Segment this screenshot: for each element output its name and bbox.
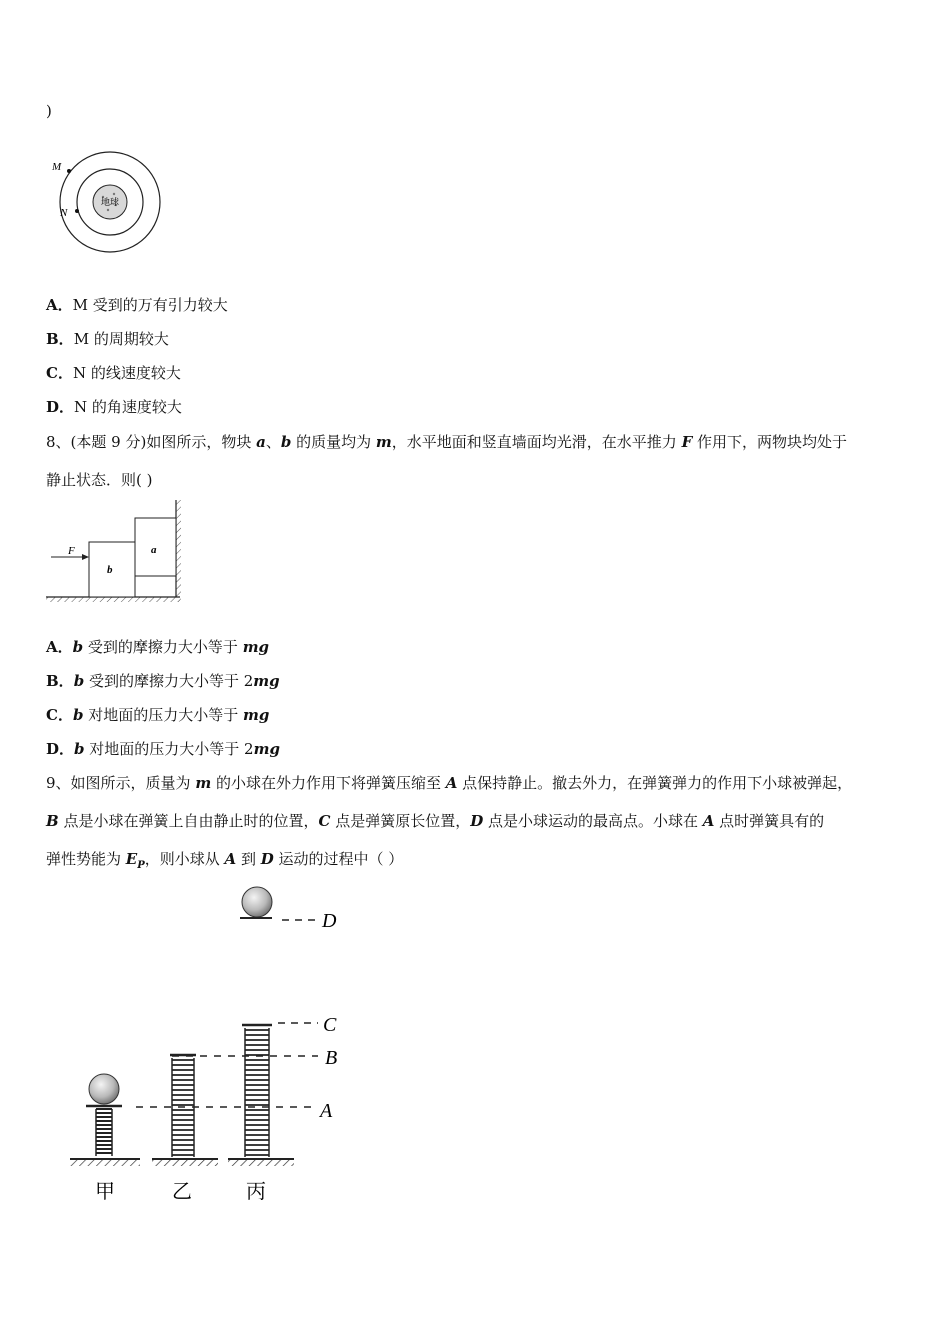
q8-stem-line1: 8、(本题 9 分)如图所示，物块 a、b 的质量均为 m，水平地面和竖直墙面均光滑，在水平推力 F 作用下，两物块均处于: [46, 433, 847, 451]
svg-text:丙: 丙: [246, 1181, 266, 1203]
label-n: N: [60, 207, 68, 219]
svg-text:b: b: [107, 564, 113, 576]
q7-option-d: D．N 的角速度较大: [46, 398, 182, 416]
spring-bing: [228, 1025, 294, 1203]
wall-hatch: [176, 500, 181, 602]
q8-option-d: D．b 对地面的压力大小等于 2mg: [46, 740, 280, 758]
earth-label: 地球: [100, 197, 120, 207]
q8-option-a: A．b 受到的摩擦力大小等于 mg: [46, 638, 270, 656]
q7-option-c: C．N 的线速度较大: [46, 364, 181, 382]
spring-yi: [152, 1055, 218, 1203]
q7-option-a: A．M 受到的万有引力较大: [46, 296, 228, 314]
q8-stem-line2: 静止状态．则( ): [46, 471, 153, 489]
svg-text:甲: 甲: [95, 1181, 115, 1203]
label-b: B: [325, 1047, 338, 1069]
svg-text:a: a: [151, 544, 157, 556]
q7-option-b: B．M 的周期较大: [46, 330, 169, 348]
q8-option-b: B．b 受到的摩擦力大小等于 2mg: [46, 672, 280, 690]
q9-stem-line2: B 点是小球在弹簧上自由静止时的位置，C 点是弹簧原长位置，D 点是小球运动的最高点。小球在 A 点时弹簧具有的: [46, 812, 825, 830]
q8-option-c: C．b 对地面的压力大小等于 mg: [46, 706, 270, 724]
svg-text:F: F: [68, 545, 75, 557]
satellite-n: [75, 209, 79, 213]
label-c: C: [323, 1014, 337, 1036]
satellite-m: [67, 169, 71, 173]
svg-text:乙: 乙: [172, 1181, 192, 1203]
label-d: D: [322, 910, 337, 932]
q7-tail: ): [46, 102, 52, 120]
label-m: M: [52, 161, 62, 173]
q9-stem-line3: 弹性势能为 $E_P$，则小球从 A 到 D 运动的过程中（ ）: [46, 850, 404, 871]
ground-hatch: [46, 597, 180, 602]
spring-jia: [70, 1074, 140, 1203]
ball-at-d: [242, 887, 272, 917]
spring-figure: [0, 880, 380, 1210]
orbit-figure: [50, 145, 170, 265]
blocks-figure: [46, 500, 186, 605]
label-a: A: [320, 1100, 333, 1122]
q9-stem-line1: 9、如图所示，质量为 m 的小球在外力作用下将弹簧压缩至 A 点保持静止。撤去外力，在弹簧弹力的作用下小球被弹起，: [46, 774, 853, 792]
